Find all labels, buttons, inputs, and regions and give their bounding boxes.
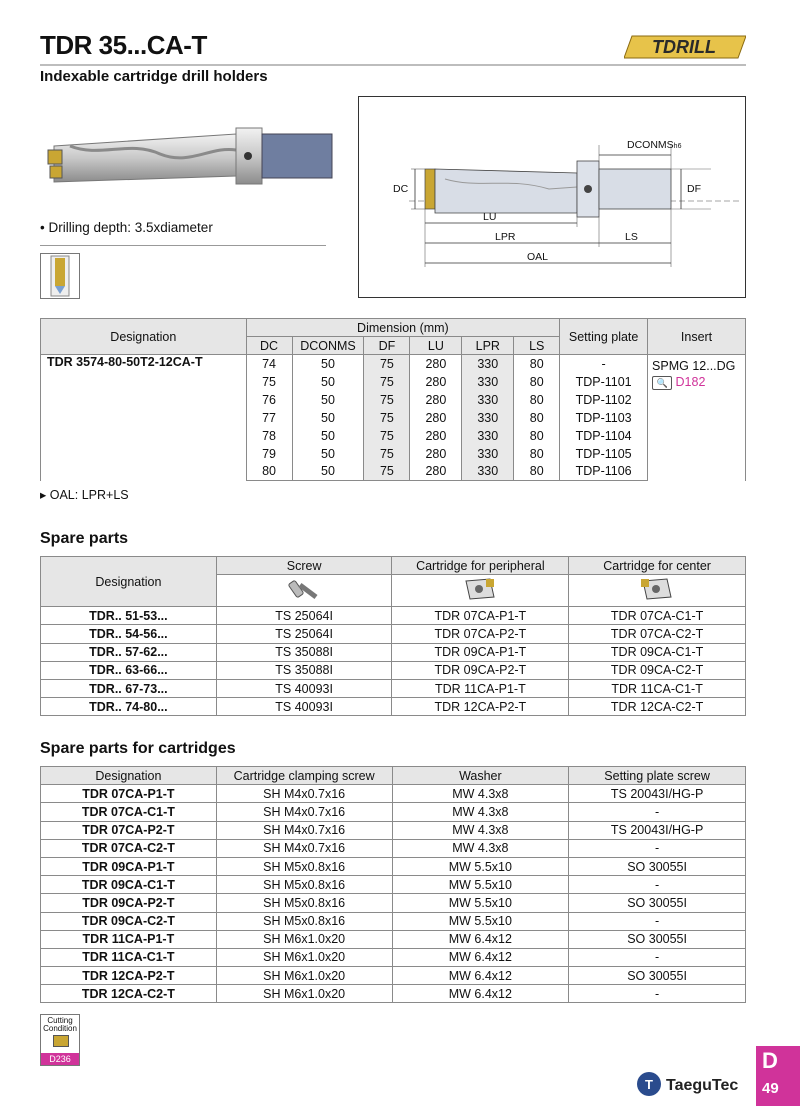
cell-clamping-screw: SH M5x0.8x16 [216,894,392,912]
cell-setting-plate-screw: TS 20043I/HG-P [569,821,746,839]
cell-dc: 74 [246,355,292,373]
table-row [41,967,746,985]
cell-washer: MW 5.5x10 [392,857,569,875]
tdrill-logo [624,32,746,62]
cell-cartridge-peripheral: TDR 12CA-P2-T [392,698,569,716]
cell-screw: TS 25064I [216,625,392,643]
df-label: DF [687,183,701,195]
cell-clamping-screw: SH M4x0.7x16 [216,785,392,803]
col-dc: DC [246,337,292,355]
cell-lpr: 330 [462,427,514,445]
dimension-header: Dimension (mm) [246,319,560,337]
cell-dconms: 50 [292,355,364,373]
cell-washer: MW 5.5x10 [392,876,569,894]
cell-designation: TDR.. 74-80... [41,698,217,716]
drill-holder-photo [40,110,340,210]
cutting-condition-link[interactable] [40,1014,80,1066]
cell-lpr: 330 [462,355,514,373]
center-cartridge-image-cell [569,575,746,607]
table-row [41,912,746,930]
table-row [41,857,746,875]
cell-clamping-screw: SH M4x0.7x16 [216,839,392,857]
cell-cartridge-center: TDR 09CA-C2-T [569,661,746,679]
cell-dc: 78 [246,427,292,445]
center-cartridge-icon [637,575,677,603]
section-letter: D [762,1048,778,1073]
cell-dc: 75 [246,373,292,391]
cell-lu: 280 [410,427,462,445]
screw-header: Screw [216,557,392,575]
table-row [41,930,746,948]
cell-lu: 280 [410,409,462,427]
brand-name: TaeguTec [666,1077,739,1094]
screw-image-cell [216,575,392,607]
cell-lpr: 330 [462,445,514,463]
catalog-ref-icon: 🔍 [652,376,672,390]
cell-dconms: 50 [292,445,364,463]
cell-washer: MW 5.5x10 [392,912,569,930]
cell-ls: 80 [514,409,560,427]
svg-text:T: T [645,1077,653,1092]
cell-cartridge-peripheral: TDR 09CA-P1-T [392,643,569,661]
insert-page-link[interactable]: D182 [675,375,706,389]
insert-name: SPMG 12...DG [652,359,736,373]
cell-lpr: 330 [462,409,514,427]
spare-cartridges-title: Spare parts for cartridges [40,740,236,757]
cell-designation: TDR 11CA-P1-T [41,930,217,948]
cell-setting-plate: TDP-1104 [560,427,648,445]
col-df: DF [364,337,410,355]
cell-cartridge-center: TDR 11CA-C1-T [569,679,746,697]
cell-designation: TDR 07CA-C1-T [41,803,217,821]
cell-washer: MW 5.5x10 [392,894,569,912]
spare-parts-title: Spare parts [40,530,129,547]
cell-clamping-screw: SH M6x1.0x20 [216,985,392,1003]
cell-cartridge-center: TDR 12CA-C2-T [569,698,746,716]
cell-washer: MW 4.3x8 [392,821,569,839]
table-row [41,876,746,894]
cell-cartridge-peripheral: TDR 07CA-P1-T [392,607,569,625]
table-row [41,894,746,912]
page-number: 49 [762,1080,779,1097]
cell-screw: TS 40093I [216,698,392,716]
ls-label: LS [625,231,638,243]
setting-plate-screw-header: Setting plate screw [569,767,746,785]
cell-clamping-screw: SH M5x0.8x16 [216,912,392,930]
cell-cartridge-peripheral: TDR 09CA-P2-T [392,661,569,679]
peripheral-cartridge-image-cell [392,575,569,607]
cell-setting-plate: TDP-1101 [560,373,648,391]
dimension-drawing [359,97,747,299]
cell-ls: 80 [514,427,560,445]
intro-divider [40,245,326,246]
cell-cartridge-center: TDR 09CA-C1-T [569,643,746,661]
title-divider [40,64,746,66]
cell-dc: 76 [246,391,292,409]
cell-setting-plate: TDP-1102 [560,391,648,409]
cell-clamping-screw: SH M5x0.8x16 [216,857,392,875]
drilling-type-icon [40,253,80,299]
cell-dconms: 50 [292,373,364,391]
cell-designation: TDR.. 54-56... [41,625,217,643]
washer-header: Washer [392,767,569,785]
cell-dc: 80 [246,463,292,481]
insert-header: Insert [648,319,746,355]
cell-screw: TS 35088I [216,661,392,679]
cell-setting-plate-screw: SO 30055I [569,894,746,912]
cell-setting-plate-screw: - [569,876,746,894]
table-row [41,625,746,643]
cell-df: 75 [364,445,410,463]
cell-df: 75 [364,463,410,481]
cell-screw: TS 35088I [216,643,392,661]
cell-designation: TDR.. 51-53... [41,607,217,625]
page-title: TDR 35...CA-T [40,30,207,60]
cell-designation: TDR.. 57-62... [41,643,217,661]
cell-setting-plate-screw: - [569,912,746,930]
cutting-condition-page: D236 [41,1053,79,1065]
cell-designation: TDR 12CA-C2-T [41,985,217,1003]
table-row [41,698,746,716]
spare-parts-table [40,556,746,716]
taegutec-logo [636,1070,748,1098]
col-lpr: LPR [462,337,514,355]
col-lu: LU [410,337,462,355]
insert-ref[interactable] [652,375,741,390]
cell-cartridge-peripheral: TDR 11CA-P1-T [392,679,569,697]
cell-washer: MW 6.4x12 [392,967,569,985]
cell-df: 75 [364,427,410,445]
cell-dc: 79 [246,445,292,463]
cell-ls: 80 [514,373,560,391]
cell-lu: 280 [410,355,462,373]
spare-designation-header: Designation [41,557,217,607]
cell-df: 75 [364,373,410,391]
cell-df: 75 [364,391,410,409]
table-row [41,355,746,373]
table-row [41,679,746,697]
spare-cartridges-table [40,766,746,1003]
cell-setting-plate-screw: SO 30055I [569,930,746,948]
section-tab[interactable] [756,1046,800,1106]
cell-screw: TS 25064I [216,607,392,625]
cell-designation: TDR 09CA-C1-T [41,876,217,894]
cell-setting-plate-screw: - [569,985,746,1003]
oal-note: ▸ OAL: LPR+LS [40,488,129,502]
logo-text: TDRILL [652,37,716,57]
col-ls: LS [514,337,560,355]
cell-setting-plate-screw: TS 20043I/HG-P [569,785,746,803]
cell-washer: MW 6.4x12 [392,948,569,966]
cell-washer: MW 6.4x12 [392,985,569,1003]
designation-cell: TDR 3574-80-50T2-12CA-T [41,355,247,481]
cell-lu: 280 [410,373,462,391]
cell-setting-plate: TDP-1103 [560,409,648,427]
screw-icon [284,575,324,603]
cell-designation: TDR.. 63-66... [41,661,217,679]
lpr-label: LPR [495,231,516,243]
cell-setting-plate-screw: - [569,948,746,966]
cartridge-peripheral-header: Cartridge for peripheral [392,557,569,575]
oal-label: OAL [527,251,549,263]
cell-setting-plate: TDP-1105 [560,445,648,463]
cell-designation: TDR 09CA-C2-T [41,912,217,930]
insert-cell [648,355,746,481]
lu-label: LU [483,211,497,223]
cell-setting-plate: TDP-1106 [560,463,648,481]
drilling-depth-note: • Drilling depth: 3.5xdiameter [40,220,213,235]
cell-clamping-screw: SH M5x0.8x16 [216,876,392,894]
cart-designation-header: Designation [41,767,217,785]
table-row [41,661,746,679]
cell-clamping-screw: SH M6x1.0x20 [216,967,392,985]
cell-washer: MW 4.3x8 [392,839,569,857]
cell-lpr: 330 [462,373,514,391]
peripheral-cartridge-icon [460,575,500,603]
cell-setting-plate: - [560,355,648,373]
cell-designation: TDR 07CA-C2-T [41,839,217,857]
cell-ls: 80 [514,355,560,373]
table-row [41,948,746,966]
cell-setting-plate-screw: SO 30055I [569,857,746,875]
cell-cartridge-center: TDR 07CA-C1-T [569,607,746,625]
cell-dc: 77 [246,409,292,427]
designation-header: Designation [41,319,247,355]
cell-designation: TDR 09CA-P2-T [41,894,217,912]
cell-lu: 280 [410,463,462,481]
cell-clamping-screw: SH M4x0.7x16 [216,821,392,839]
cell-washer: MW 4.3x8 [392,785,569,803]
page-subtitle: Indexable cartridge drill holders [40,68,268,85]
cell-setting-plate-screw: - [569,839,746,857]
dc-label: DC [393,183,409,195]
cell-lu: 280 [410,445,462,463]
cell-clamping-screw: SH M6x1.0x20 [216,948,392,966]
cutting-condition-label: Cutting Condition [43,1016,77,1033]
cartridge-center-header: Cartridge for center [569,557,746,575]
cell-lpr: 330 [462,463,514,481]
cell-cartridge-peripheral: TDR 07CA-P2-T [392,625,569,643]
cell-designation: TDR 09CA-P1-T [41,857,217,875]
cell-dconms: 50 [292,409,364,427]
col-dconms: DCONMS [292,337,364,355]
cell-ls: 80 [514,463,560,481]
cell-dconms: 50 [292,427,364,445]
cell-clamping-screw: SH M4x0.7x16 [216,803,392,821]
dimension-diagram [358,96,746,298]
cell-washer: MW 6.4x12 [392,930,569,948]
table-row [41,985,746,1003]
cell-df: 75 [364,355,410,373]
table-row [41,643,746,661]
cell-dconms: 50 [292,463,364,481]
cell-designation: TDR 11CA-C1-T [41,948,217,966]
table-row [41,821,746,839]
cell-designation: TDR 07CA-P2-T [41,821,217,839]
cell-dconms: 50 [292,391,364,409]
cell-screw: TS 40093I [216,679,392,697]
table-row [41,803,746,821]
cell-designation: TDR 07CA-P1-T [41,785,217,803]
insert-icon [53,1035,69,1047]
table-row [41,607,746,625]
table-row [41,839,746,857]
cell-lpr: 330 [462,391,514,409]
cell-designation: TDR.. 67-73... [41,679,217,697]
dconms-label: DCONMSh6 [627,139,682,151]
setting-plate-header: Setting plate [560,319,648,355]
cell-setting-plate-screw: - [569,803,746,821]
cell-lu: 280 [410,391,462,409]
cell-clamping-screw: SH M6x1.0x20 [216,930,392,948]
cell-ls: 80 [514,391,560,409]
clamping-screw-header: Cartridge clamping screw [216,767,392,785]
cell-ls: 80 [514,445,560,463]
cell-cartridge-center: TDR 07CA-C2-T [569,625,746,643]
cell-df: 75 [364,409,410,427]
table-row [41,785,746,803]
dimension-table [40,318,746,481]
cell-washer: MW 4.3x8 [392,803,569,821]
cell-designation: TDR 12CA-P2-T [41,967,217,985]
cell-setting-plate-screw: SO 30055I [569,967,746,985]
